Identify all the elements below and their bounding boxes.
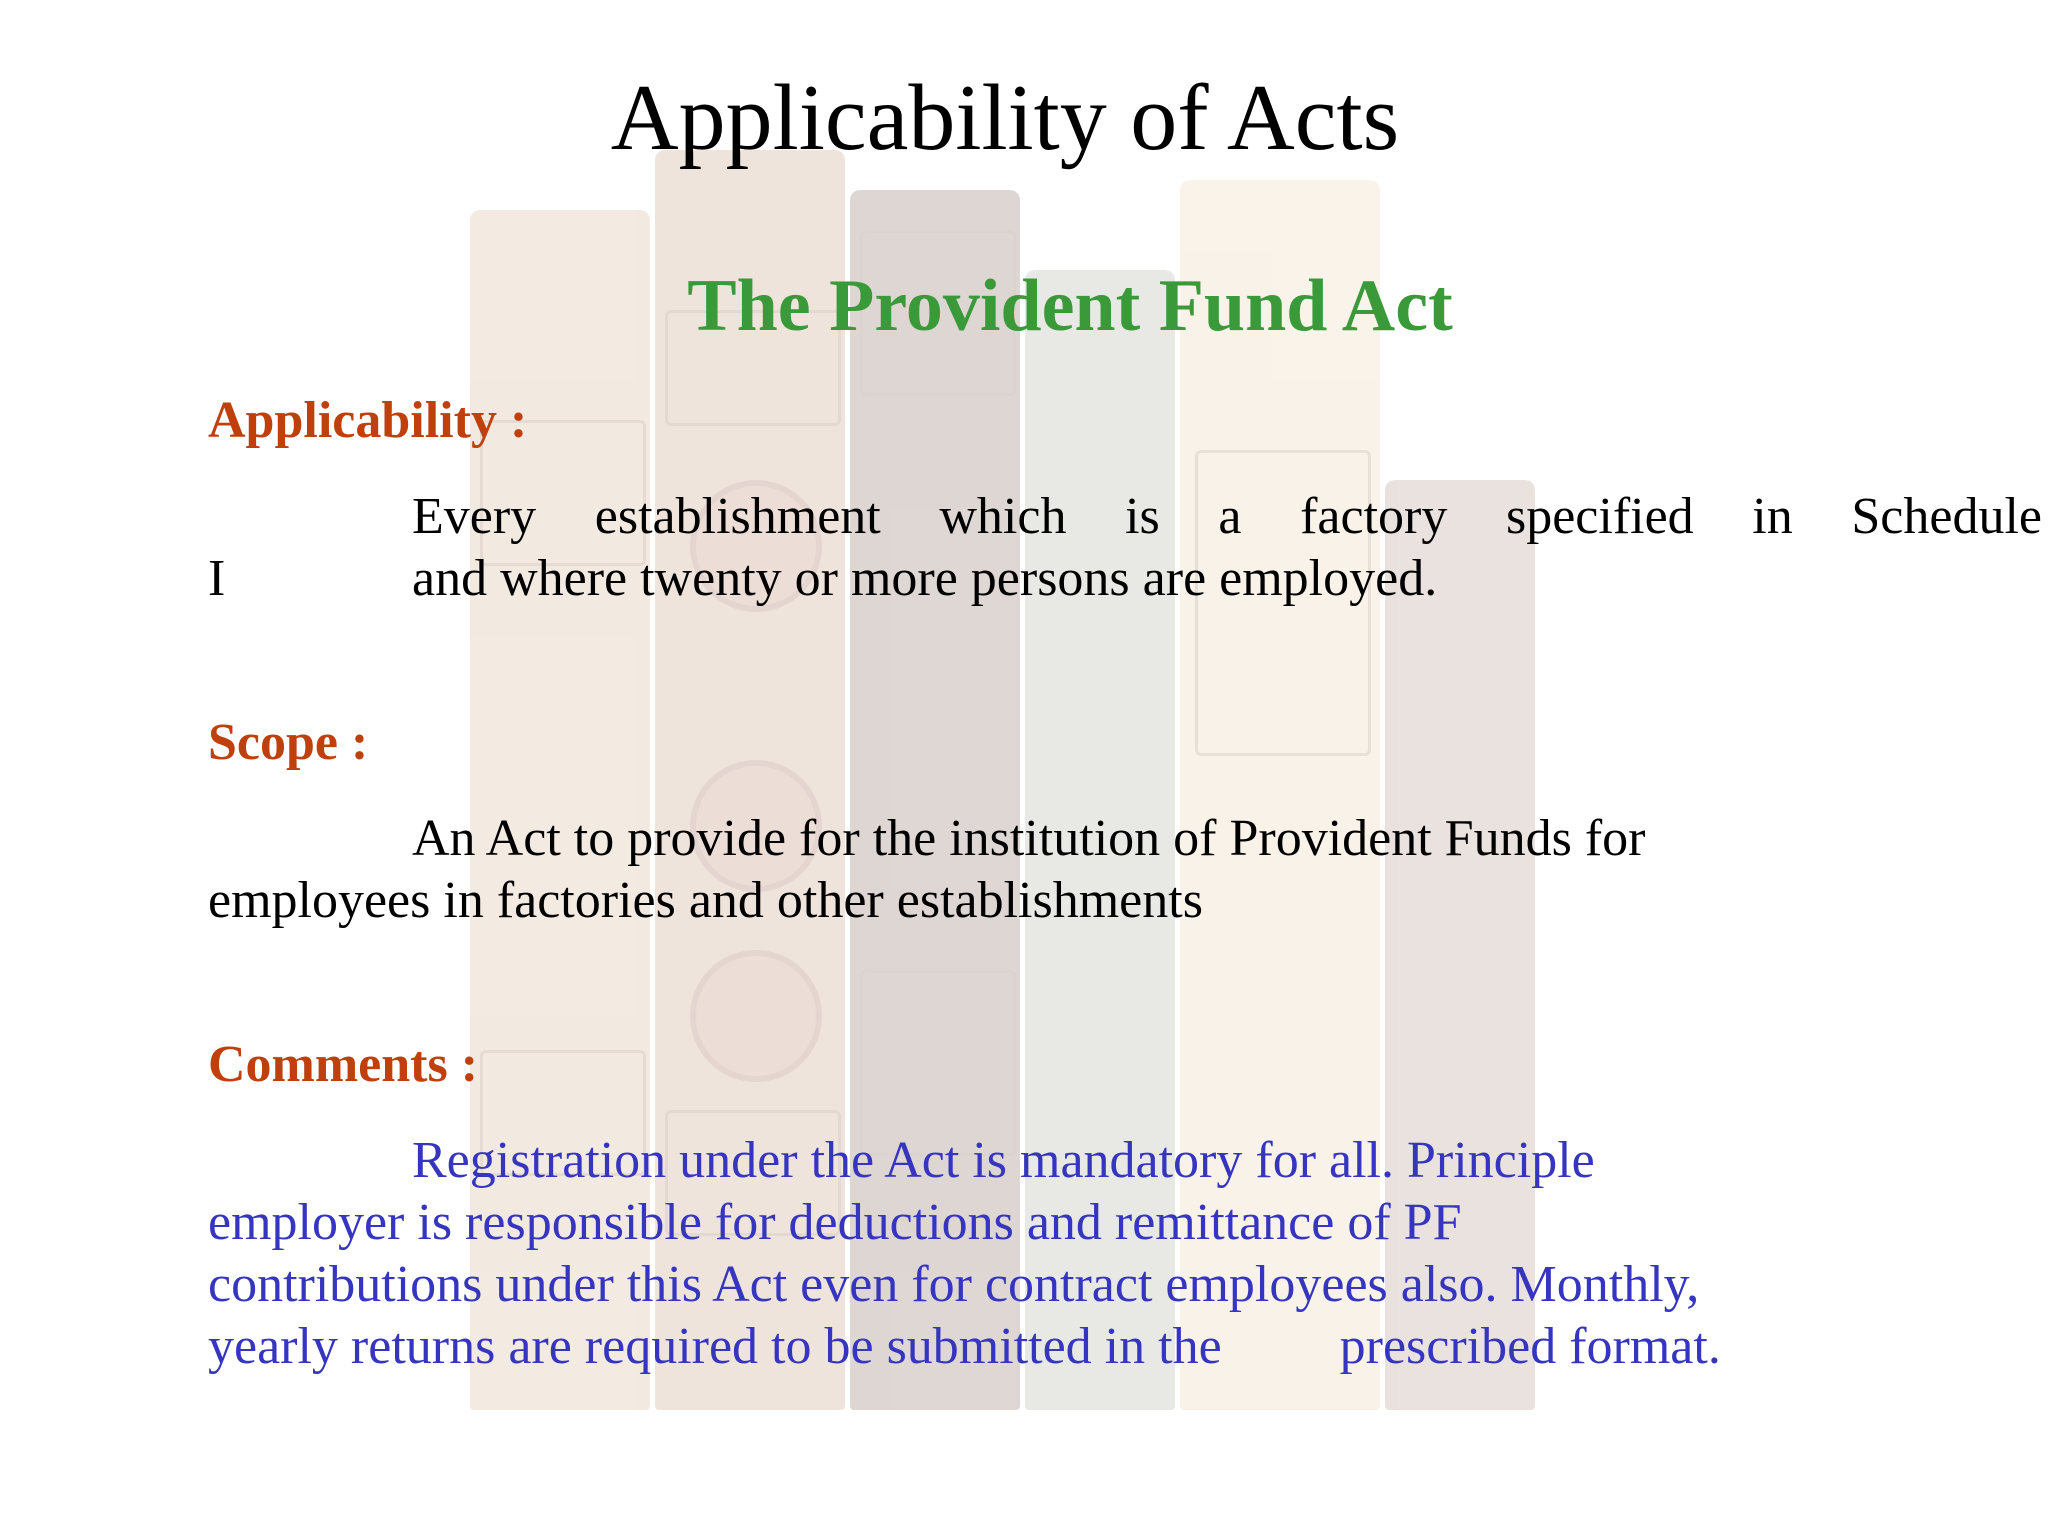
scope-line-1 [208,808,1848,870]
comments-line-4 [208,1316,1848,1378]
applicability-line-2-text: and where twenty or more persons are employed. [412,550,1438,607]
comments-line-1 [208,1130,1848,1192]
applicability-schedule-numeral: I [208,550,226,607]
applicability-line-2 [208,548,1848,610]
slide-subtitle: The Provident Fund Act [687,265,1453,347]
scope-line-2: employees in factories and other establishments [208,872,1203,929]
comments-line-4-text-a: yearly returns are required to be submitted in the [208,1318,1222,1375]
applicability-text [208,486,2042,610]
comments-line-4-text-b: prescribed format. [1339,1318,1721,1375]
applicability-line-1: Every establishment which is a factory specified in Schedule [412,488,2042,545]
applicability-heading: Applicability : [208,392,528,449]
comments-line-2: employer is responsible for deductions and remittance of PF [208,1194,1462,1251]
scope-text [208,808,1848,932]
comments-text [208,1130,1848,1378]
scope-heading: Scope : [208,714,369,771]
comments-heading: Comments : [208,1036,479,1093]
comments-line-1-text: Registration under the Act is mandatory for all. Principle [412,1132,1595,1189]
scope-line-1-text: An Act to provide for the institution of Provident Funds for [412,810,1646,867]
comments-line-3: contributions under this Act even for contract employees also. Monthly, [208,1256,1700,1313]
slide-title: Applicability of Acts [610,66,1400,170]
